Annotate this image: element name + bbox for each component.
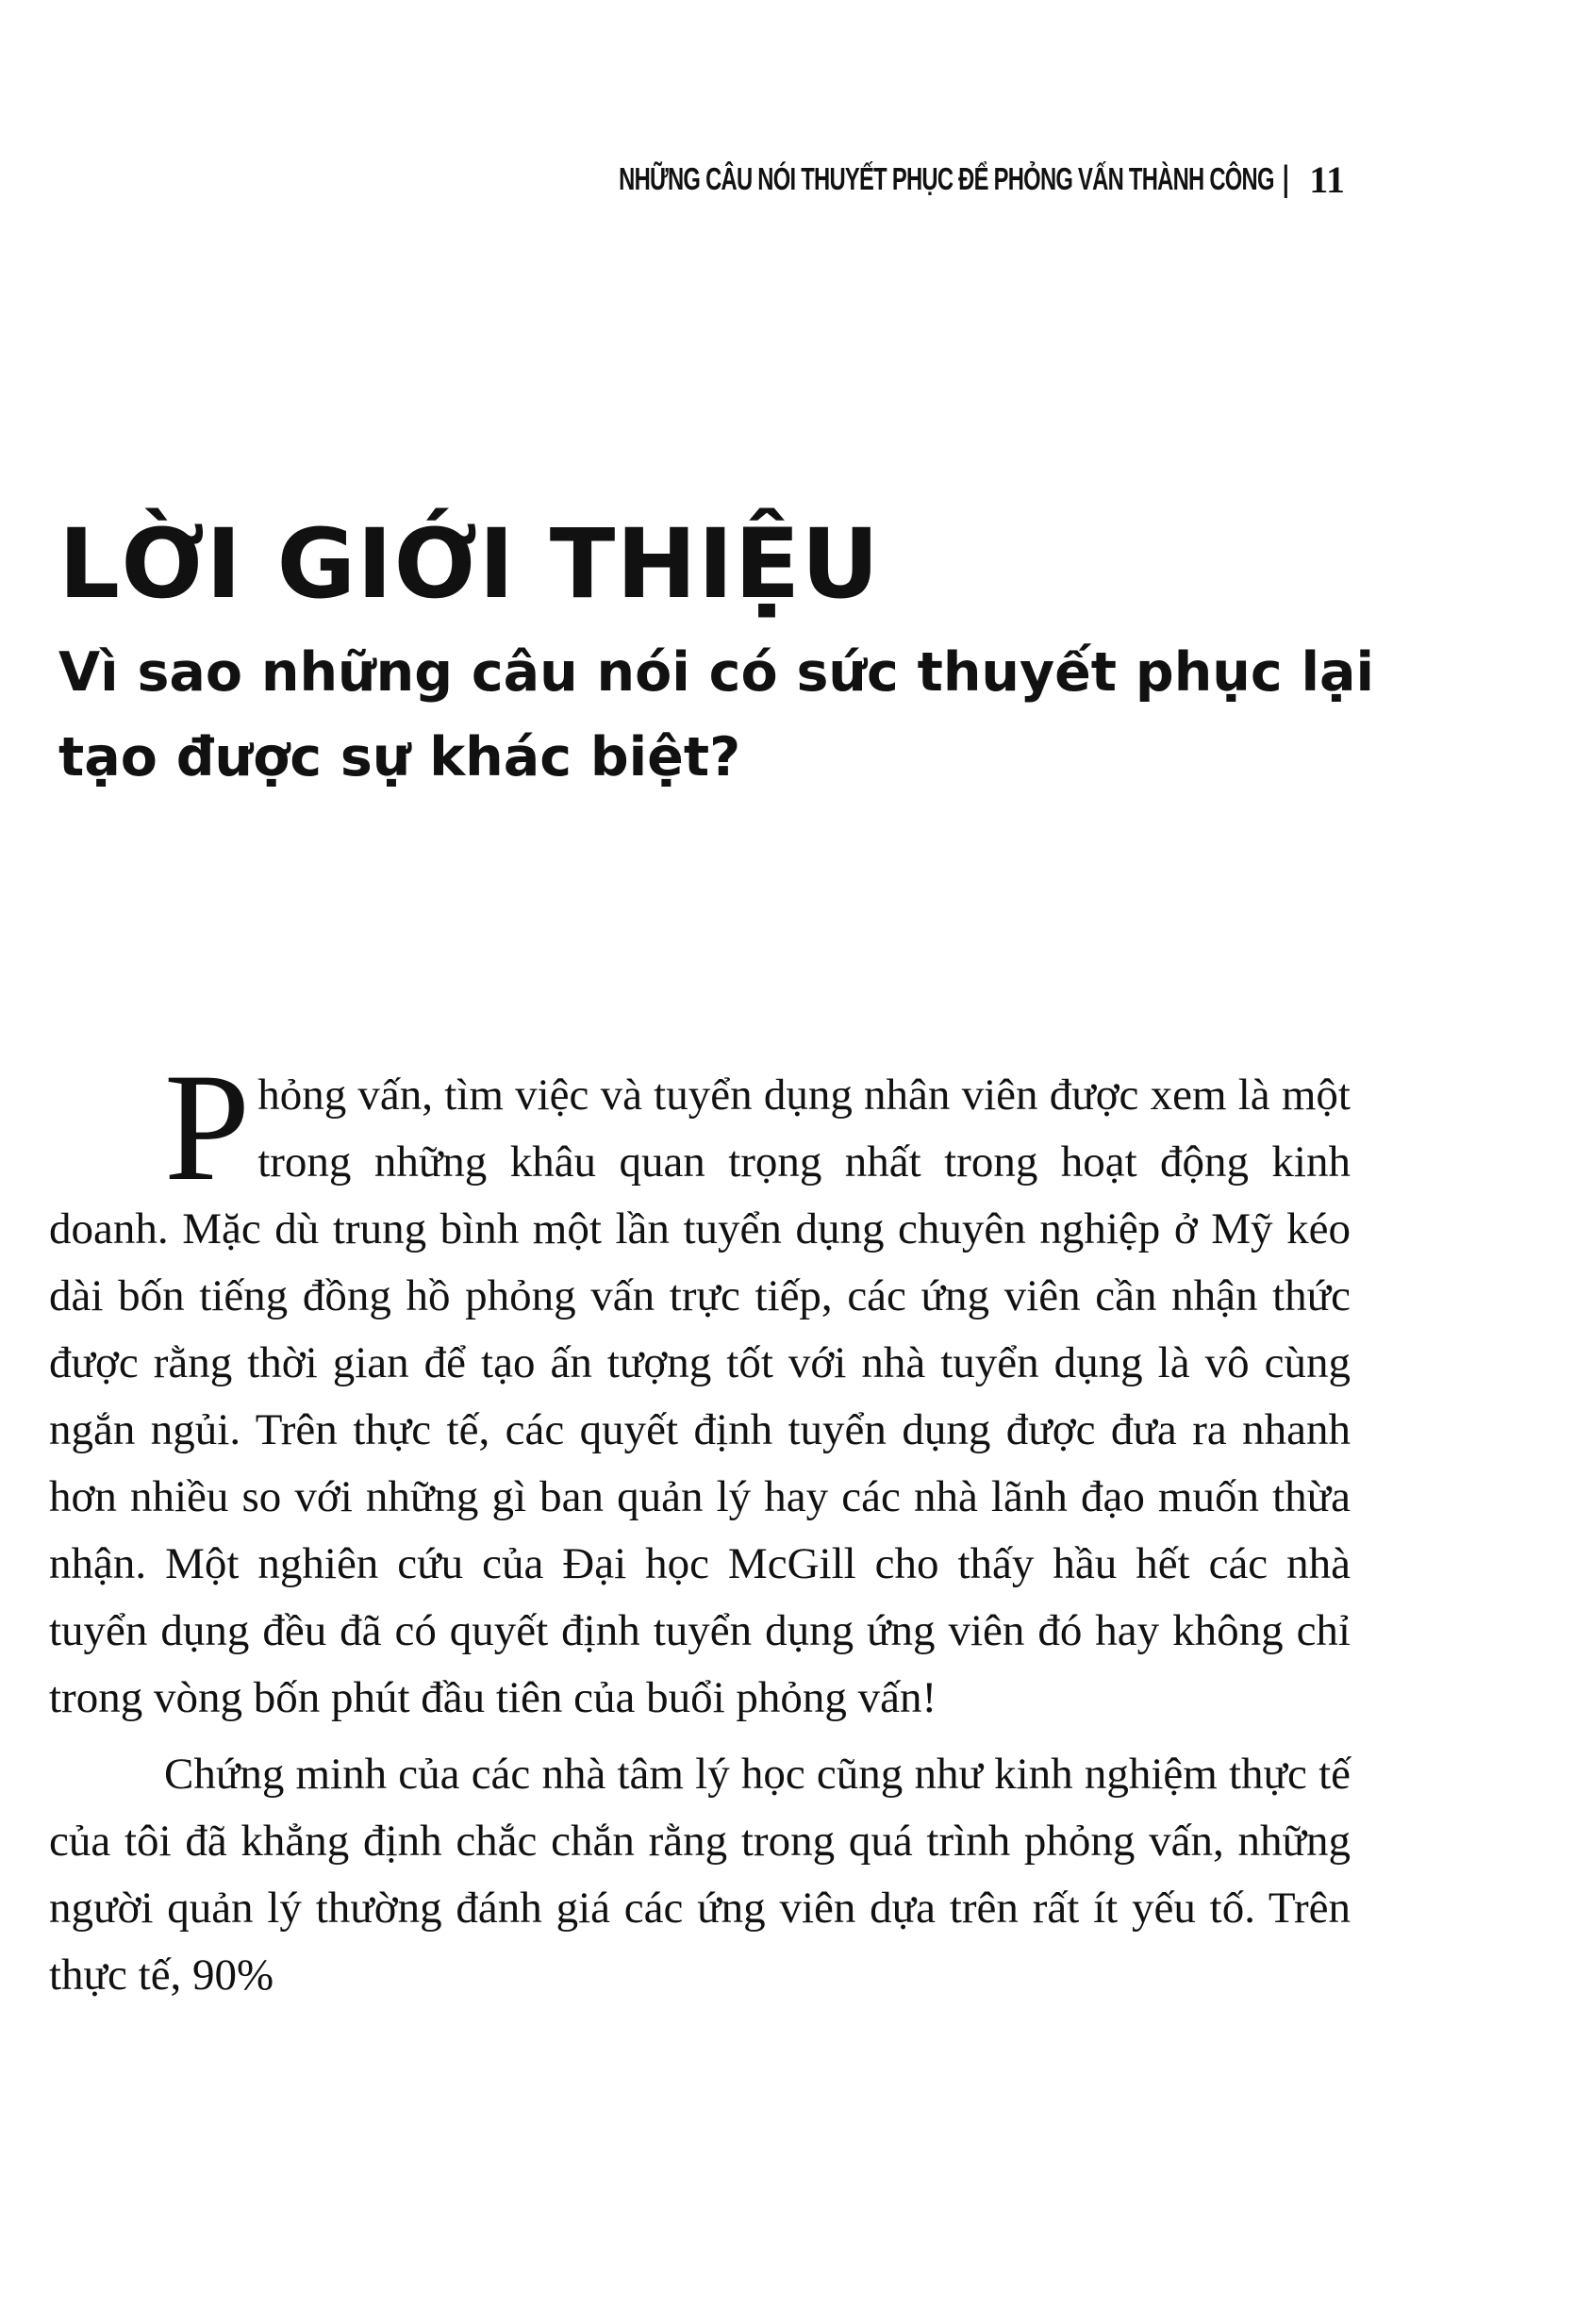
header-separator: | — [1281, 158, 1291, 199]
running-header — [364, 151, 1345, 208]
running-title: NHỮNG CÂU NÓI THUYẾT PHỤC ĐỂ PHỎNG VẤN THÀNH CÔNG — [618, 161, 1274, 196]
paragraph-1: Phỏng vấn, tìm việc và tuyển dụng nhân viên được xem là một trong những khâu quan trọng nhất trong hoạt động kinh doanh. Mặc dù trung bình một lần tuyển dụng chuyên nghiệp ở Mỹ kéo dài bốn tiếng đồng hồ phỏng vấn trực tiếp, các ứng viên cần nhận thức được rằng thời gian để tạo ấn tượng tốt với nhà tuyển dụng là vô cùng ngắn ngủi. Trên thực tế, các quyết định tuyển dụng được đưa ra nhanh hơn nhiều so với những gì ban quản lý hay các nhà lãnh đạo muốn thừa nhận. Một nghiên cứu của Đại học McGill cho thấy hầu hết các nhà tuyển dụng đều đã có quyết định tuyển dụng ứng viên đó hay không chỉ trong vòng bốn phút đầu tiên của buổi phỏng vấn! — [49, 1042, 1351, 1722]
body-text — [49, 1042, 1351, 2009]
page-number: 11 — [1309, 158, 1345, 201]
chapter-title: LỜI GIỚI THIỆU — [58, 508, 881, 621]
paragraph-2: Chứng minh của các nhà tâm lý học cũng như kinh nghiệm thực tế của tôi đã khẳng định chắc chắn rằng trong quá trình phỏng vấn, những người quản lý thường đánh giá các ứng viên dựa trên rất ít yếu tố. Trên thực tế, 90% — [49, 1750, 1351, 2000]
chapter-subtitle: Vì sao những câu nói có sức thuyết phục lại tạo được sự khác biệt? — [58, 641, 1375, 788]
